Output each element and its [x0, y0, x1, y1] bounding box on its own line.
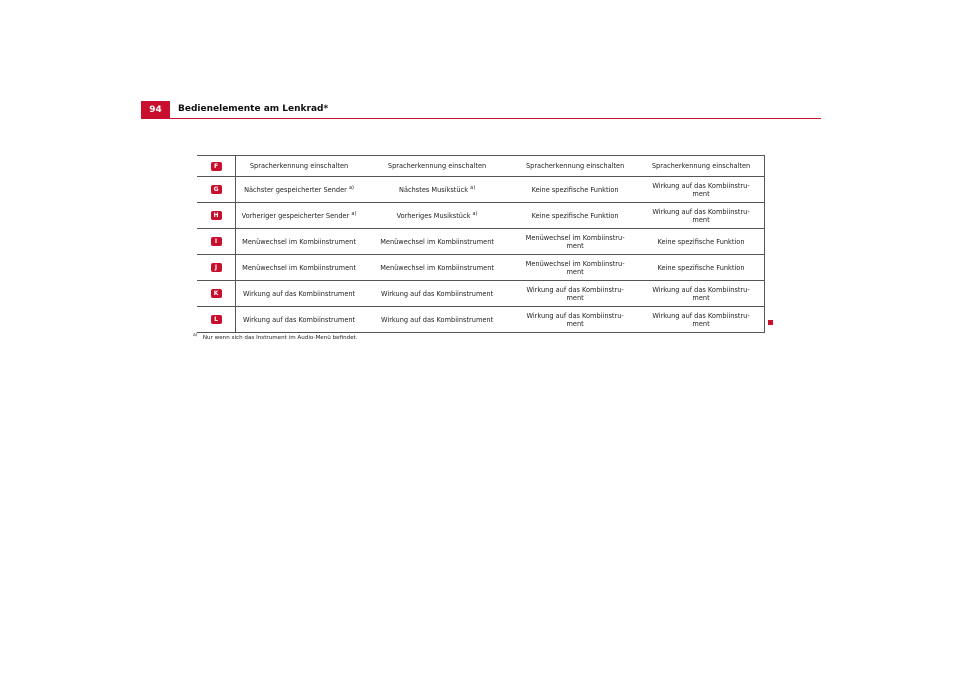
cell-text: Wirkung auf das Kombiinstru- ment: [652, 285, 750, 302]
cell-text: Nächstes Musikstück: [399, 185, 469, 194]
table-cell: [638, 177, 764, 203]
table-cell: [512, 203, 638, 229]
footnote-ref: a): [472, 210, 478, 217]
table-cell: [362, 203, 512, 229]
cell-text: Spracherkennung einschalten: [249, 162, 349, 170]
key-cell: [197, 203, 236, 229]
cell-text: Menüwechsel im Kombiinstrument: [242, 237, 356, 246]
cell-text: Menüwechsel im Kombiinstrument: [380, 263, 494, 272]
key-badge: K: [211, 289, 222, 298]
table-row: [197, 203, 765, 229]
key-badge: L: [211, 315, 222, 324]
key-cell: [197, 156, 236, 177]
section-end-marker: [768, 320, 773, 325]
table-row: [197, 156, 765, 177]
cell-text: Wirkung auf das Kombiinstrument: [242, 315, 356, 324]
cell-text: Wirkung auf das Kombiinstrument: [242, 289, 356, 298]
key-badge: F: [211, 162, 222, 171]
cell-text: Wirkung auf das Kombiinstrument: [380, 289, 494, 298]
table-cell: [638, 229, 764, 255]
cell-text: Menüwechsel im Kombiinstrument: [380, 237, 494, 246]
key-cell: [197, 229, 236, 255]
table-cell: [638, 307, 764, 333]
cell-text: Wirkung auf das Kombiinstru- ment: [652, 207, 750, 224]
cell-text: Vorheriger gespeicherter Sender: [241, 211, 350, 220]
cell-text: Spracherkennung einschalten: [525, 162, 625, 170]
table-row: [197, 177, 765, 203]
page-number: 94: [141, 101, 170, 118]
table-cell: [638, 156, 764, 177]
table-cell: [236, 255, 362, 281]
cell-text: Wirkung auf das Kombiinstru- ment: [652, 181, 750, 198]
key-cell: [197, 255, 236, 281]
table-row: [197, 255, 765, 281]
cell-text: Keine spezifische Funktion: [657, 237, 745, 246]
table-cell: [362, 281, 512, 307]
table-cell: [362, 156, 512, 177]
page-title: Bedienelemente am Lenkrad*: [178, 104, 329, 114]
table-cell: [512, 177, 638, 203]
steering-controls-table: [197, 155, 765, 333]
cell-text: Spracherkennung einschalten: [387, 162, 487, 170]
table-cell: [236, 203, 362, 229]
cell-text: Wirkung auf das Kombiinstru- ment: [526, 285, 624, 302]
table-cell: [638, 255, 764, 281]
footnote-ref: a): [470, 184, 476, 191]
cell-text: Keine spezifische Funktion: [531, 185, 619, 194]
cell-text: Menüwechsel im Kombiinstrument: [242, 263, 356, 272]
table-row: [197, 281, 765, 307]
table-row: [197, 229, 765, 255]
cell-text: Keine spezifische Funktion: [531, 211, 619, 220]
cell-text: Wirkung auf das Kombiinstru- ment: [526, 311, 624, 328]
table-cell: [512, 255, 638, 281]
table-cell: [362, 177, 512, 203]
table-cell: [512, 307, 638, 333]
key-badge: G: [211, 185, 222, 194]
footnote-text: Nur wenn sich das Instrument im Audio-Menü befindet.: [202, 335, 358, 341]
cell-text: Nächster gespeicherter Sender: [244, 185, 347, 194]
table-cell: [236, 177, 362, 203]
table-cell: [362, 307, 512, 333]
table-cell: [638, 281, 764, 307]
footnote-mark: a): [193, 333, 198, 339]
cell-text: Keine spezifische Funktion: [657, 263, 745, 272]
table-cell: [512, 229, 638, 255]
table-cell: [236, 307, 362, 333]
footnote: [193, 335, 358, 341]
cell-text: Menüwechsel im Kombiinstru- ment: [525, 233, 625, 250]
table-cell: [362, 255, 512, 281]
cell-text: Menüwechsel im Kombiinstru- ment: [525, 259, 625, 276]
key-cell: [197, 307, 236, 333]
cell-text: Wirkung auf das Kombiinstru- ment: [652, 311, 750, 328]
table-row: [197, 307, 765, 333]
key-cell: [197, 177, 236, 203]
table-cell: [236, 229, 362, 255]
cell-text: Vorheriges Musikstück: [396, 211, 471, 220]
cell-text: Wirkung auf das Kombiinstrument: [380, 315, 494, 324]
key-badge: J: [211, 263, 222, 272]
cell-text: Spracherkennung einschalten: [651, 162, 751, 170]
key-badge: I: [211, 237, 222, 246]
key-cell: [197, 281, 236, 307]
footnote-ref: a): [348, 184, 354, 191]
footnote-ref: a): [351, 210, 357, 217]
key-badge: H: [211, 211, 222, 220]
header-rule: [141, 118, 821, 119]
table-cell: [512, 281, 638, 307]
table-cell: [512, 156, 638, 177]
table-cell: [362, 229, 512, 255]
table-cell: [236, 156, 362, 177]
table-cell: [236, 281, 362, 307]
table-cell: [638, 203, 764, 229]
